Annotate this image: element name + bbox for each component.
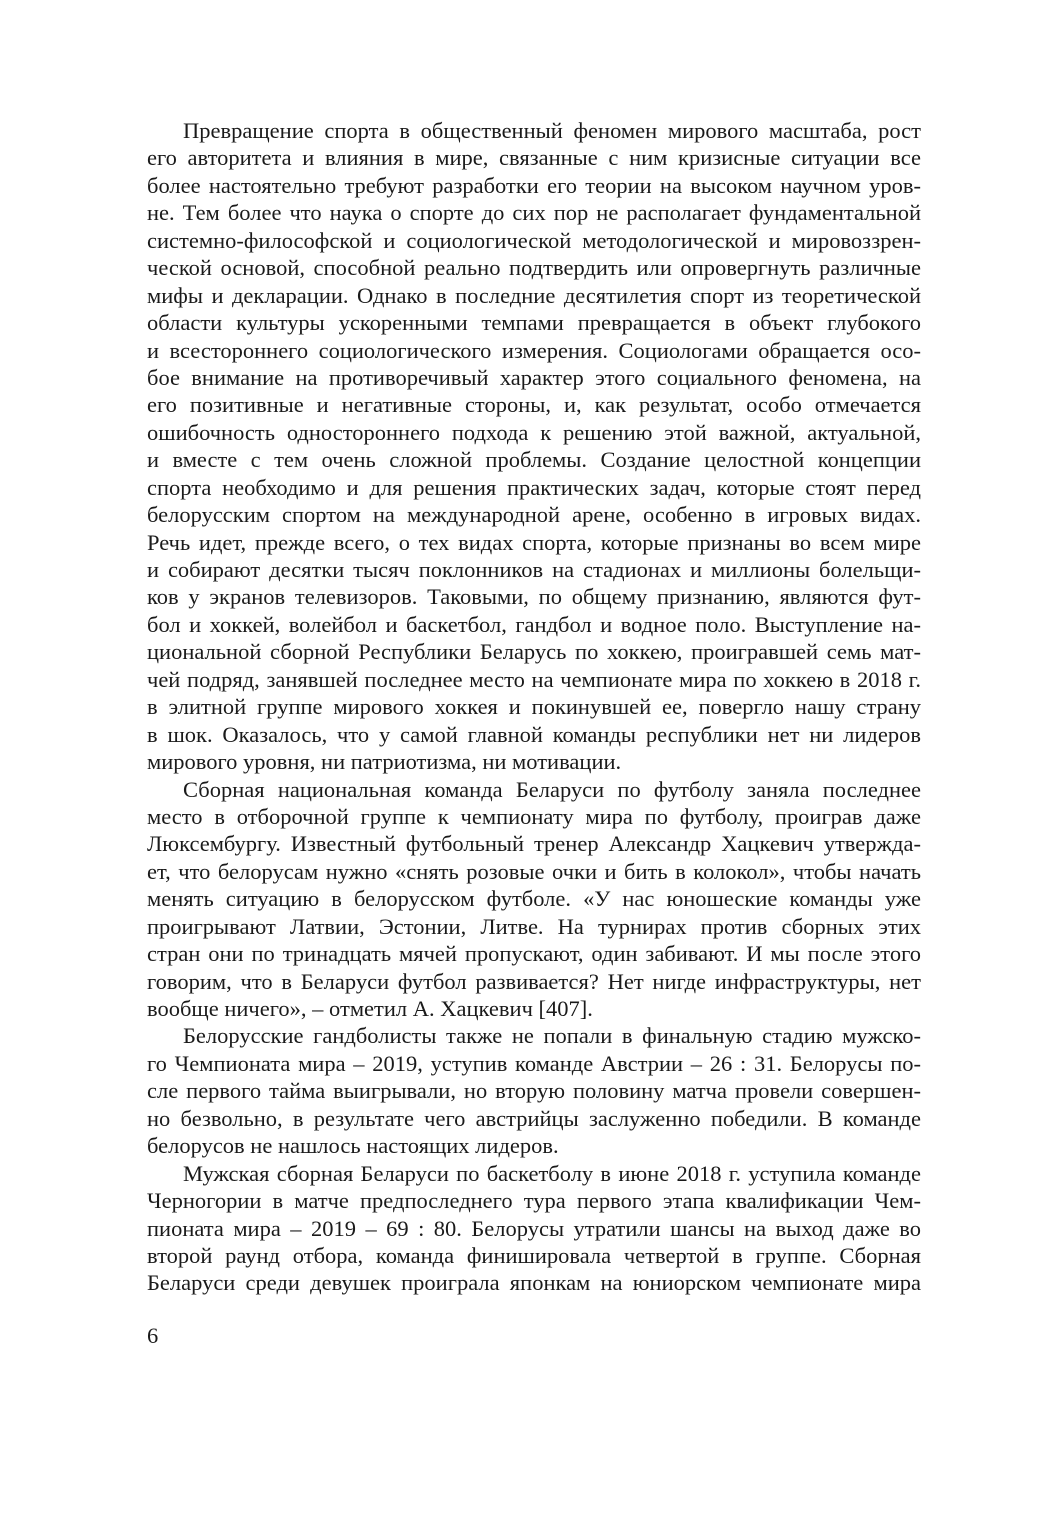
paragraph xyxy=(147,1022,921,1159)
text-line: стран они по тринадцать мячей пропускают, один забивают. И мы после этого xyxy=(147,941,921,967)
text-line: проигрывают Латвии, Эстонии, Литве. На турнирах против сборных этих xyxy=(147,913,921,939)
paragraph xyxy=(147,776,921,1023)
text-line: Мужская сборная Беларуси по баскетболу в июне 2018 г. уступила команде xyxy=(183,1160,921,1186)
text-line: Черногории в матче предпоследнего тура первого этапа квалификации Чем- xyxy=(147,1188,921,1214)
text-line: вообще ничего», – отметил А. Хацкевич [407]. xyxy=(147,996,593,1021)
text-line: Белорусские гандболисты также не попали в финальную стадию мужско- xyxy=(183,1023,921,1049)
text-line: и вместе с тем очень сложной проблемы. Создание целостной концепции xyxy=(147,447,921,473)
text-line: го Чемпионата мира – 2019, уступив команде Австрии – 26 : 31. Белорусы по- xyxy=(147,1050,921,1076)
text-line: место в отборочной группе к чемпионату мира по футболу, проиграв даже xyxy=(147,803,921,829)
text-line: чей подряд, занявшей последнее место на чемпионате мира по хоккею в 2018 г. xyxy=(147,666,921,692)
text-line: белорусов не нашлось настоящих лидеров. xyxy=(147,1133,559,1159)
text-line: Сборная национальная команда Беларуси по футболу заняла последнее xyxy=(183,776,921,802)
text-line: бол и хоккей, волейбол и баскетбол, гандбол и водное поло. Выступление на- xyxy=(147,611,921,637)
text-line: ков у экранов телевизоров. Таковыми, по общему признанию, являются фут- xyxy=(147,584,921,610)
text-line: второй раунд отбора, команда финишировала четвертой в группе. Сборная xyxy=(147,1242,921,1268)
text-line: его авторитета и влияния в мире, связанные с ним кризисные ситуации все xyxy=(147,145,921,171)
text-line: белорусским спортом на международной арене, особенно в игровых видах. xyxy=(147,502,921,528)
text-line: говорим, что в Беларуси футбол развивается? Нет нигде инфраструктуры, нет xyxy=(147,968,921,994)
text-line: мирового уровня, ни патриотизма, ни мотивации. xyxy=(147,749,622,775)
text-line: и собирают десятки тысяч поклонников на стадионах и миллионы болельщи- xyxy=(147,557,921,582)
paragraph xyxy=(147,1160,921,1297)
text-line: его позитивные и негативные стороны, и, как результат, особо отмечается xyxy=(147,392,921,418)
text-line: ческой основой, способной реально подтвердить или опровергнуть различные xyxy=(147,255,921,281)
paragraph xyxy=(147,117,921,776)
text-line: спорта необходимо и для решения практических задач, которые стоят перед xyxy=(147,474,921,500)
text-line: но безвольно, в результате чего австрийцы заслуженно победили. В команде xyxy=(147,1105,921,1131)
text-line: мифы и декларации. Однако в последние десятилетия спорт из теоретической xyxy=(147,282,921,308)
page-number: 6 xyxy=(147,1323,159,1348)
text-line: Беларуси среди девушек проиграла японкам на юниорском чемпионате мира xyxy=(147,1270,921,1296)
body-text xyxy=(147,117,921,1297)
text-line: сле первого тайма выигрывали, но вторую половину матча провели совершен- xyxy=(147,1078,921,1104)
text-line: ошибочность одностороннего подхода к решению этой важной, актуальной, xyxy=(147,419,921,445)
text-line: в шок. Оказалось, что у самой главной команды республики нет ни лидеров xyxy=(147,721,921,747)
text-line: циональной сборной Республики Беларусь по хоккею, проигравшей семь мат- xyxy=(147,639,921,665)
text-line: области культуры ускоренными темпами превращается в объект глубокого xyxy=(147,310,921,336)
text-line: бое внимание на противоречивый характер этого социального феномена, на xyxy=(147,364,921,390)
text-line: Люксембургу. Известный футбольный тренер Александр Хацкевич утвержда- xyxy=(147,831,921,857)
text-line: не. Тем более что наука о спорте до сих пор не располагает фундаментальной xyxy=(147,200,921,226)
text-line: пионата мира – 2019 – 69 : 80. Белорусы утратили шансы на выход даже во xyxy=(147,1215,921,1241)
text-line: более настоятельно требуют разработки его теории на высоком научном уров- xyxy=(147,172,921,198)
text-line: менять ситуацию в белорусском футболе. «У нас юношеские команды уже xyxy=(147,886,921,912)
text-line: и всестороннего социологического измерения. Социологами обращается осо- xyxy=(147,337,921,363)
text-line: ет, что белорусам нужно «снять розовые очки и бить в колокол», чтобы начать xyxy=(147,858,921,884)
text-line: Превращение спорта в общественный феномен мирового масштаба, рост xyxy=(183,118,921,143)
text-line: Речь идет, прежде всего, о тех видах спорта, которые признаны во всем мире xyxy=(147,529,921,555)
text-line: в элитной группе мирового хоккея и покинувшей ее, повергло нашу страну xyxy=(147,694,921,720)
text-line: системно-философской и социологической методологической и мировоззрен- xyxy=(147,227,921,253)
